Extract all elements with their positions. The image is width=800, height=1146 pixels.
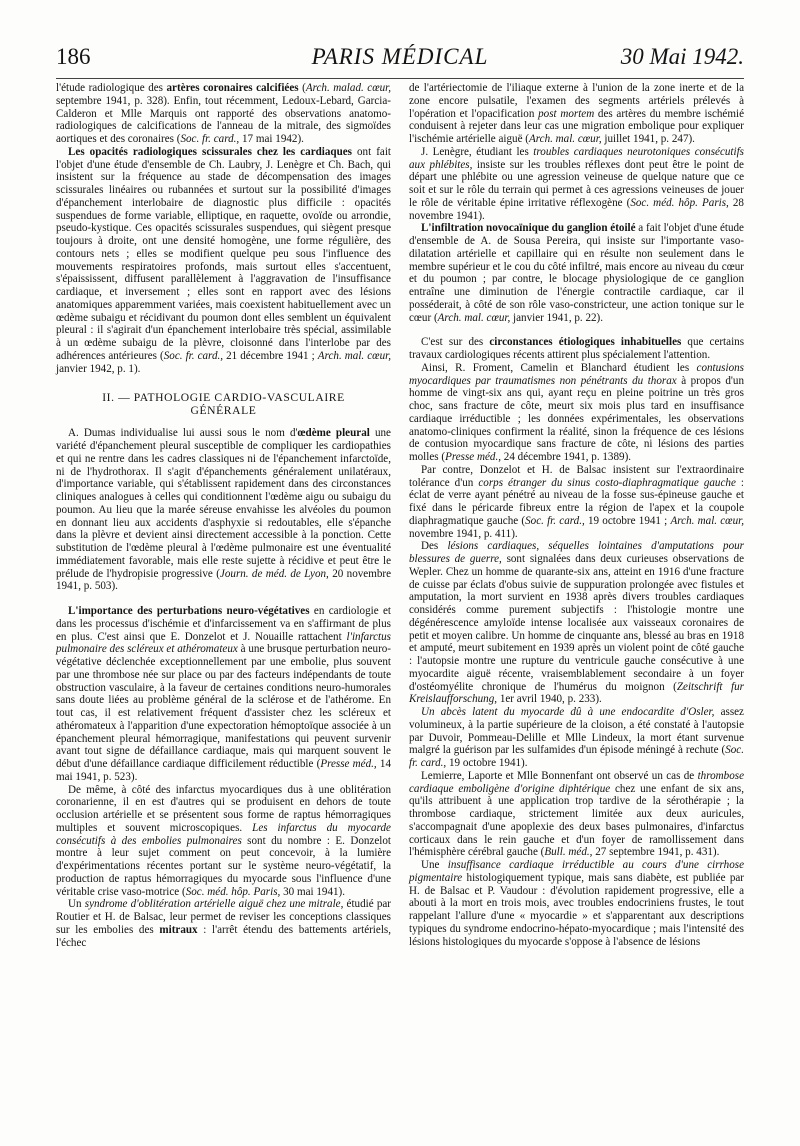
paragraph: Lemierre, Laporte et Mlle Bonnenfant ont observé un cas de thrombose cardiaque emboligène d'origine diphtérique chez une enfant de six ans, qu'ils attribuent à une application trop tardive de la sérothérapie ; la thrombose cardiaque, strictement limitée aux deux auricules, s'accompagnait d'une apoplexie des deux bases pulmonaires, d'infarctus corticaux dans le rein gauche et d'un foyer de ramollissement dans l'hémisphère cérébral gauche (Bull. méd., 27 septembre 1941, p. 431).	[409, 769, 744, 859]
paragraph: de l'artériectomie de l'iliaque externe à l'union de la zone inerte et de la zone encore pulsatile, l'examen des segments artériels prélevés à l'opération et l'opacification post mortem des artères du membre ischémié conduisent à rejeter dans leur cas une migration embolique pour expliquer l'ischémie artérielle aiguë (Arch. mal. cœur, juillet 1941, p. 247).	[409, 82, 744, 145]
left-column	[56, 82, 391, 949]
paragraph: C'est sur des circonstances étiologiques inhabituelles que certains travaux cardiologiques récents attirent plus spécialement l'attention.	[409, 336, 745, 361]
paragraph: J. Lenègre, étudiant les troubles cardiaques neurotoniques consécutifs aux phlébites, insiste sur les troubles réflexes dont peut être le point de départ une phlébite ou une agression veineuse de quelque nature que ce soit et sur le rôle du terrain qui permet à ces agressions veineuses de jouer le rôle de véritable épine irritative réflexogène (Soc. méd. hôp. Paris, 28 novembre 1941).	[409, 145, 744, 222]
paragraph: Des lésions cardiaques, séquelles lointaines d'amputations pour blessures de guerre, sont signalées dans deux curieuses observations de Wepler. Chez un homme de quarante-six ans, atteint en 1916 d'une fracture de cuisse par éclats d'obus suivie de suppuration prolongée avec fistules et amputation, la mort survient en 1938 après divers troubles cardiaques considérés comme purement subjectifs : l'histologie montre une dégénérescence amyloïde intense localisée aux vaisseaux coronaires de petit et moyen calibre. Un homme de cinquante ans, blessé au bras en 1918 et amputé, meurt subitement en 1939 après un violent point de côté gauche : l'autopsie montre une rupture du ventricule gauche consécutive à une myocardite aiguë récente, vraisemblablement secondaire à un foyer d'ostéomyélite chronique de l'humérus du moignon (Zeitschrift fur Kreislaufforschung, 1er avril 1940, p. 233).	[409, 540, 744, 706]
issue-date: 30 Mai 1942.	[620, 44, 744, 69]
paragraph: Les opacités radiologiques scissurales chez les cardiaques ont fait l'objet d'une étude d'ensemble de Ch. Laubry, J. Lenègre et Ch. Bach, qui insistent sur la fréquence au stade de décompensation des images scissurales linéaires ou rubannées et surtout sur la possibilité d'images d'épanchement interlobaire de diagnostic plus difficile : opacités suspendues de forme variable, elliptique, en raquette, ovoïde ou arrondie, pseudo-kystique. Ces opacités scissurales suspendues, qui siègent presque toujours à droite, ont une densité homogène, une forme régulière, des contours nets ; elles se modifient quelque peu sous l'influence des mouvements respiratoires profonds, mais surtout elles s'accentuent, s'épaississent, diffusent parallèlement à l'aggravation de l'insuffisance cardiaque, et inversement ; elles sont en rapport avec des lésions anatomiques apparemment variées, mais coexistent habituellement avec un œdème subaigu et récidivant du poumon dont elles semblent un équivalent pleural : il s'agirait d'un épanchement interlobaire très spécial, assimilable à un œdème subaigu de la plèvre, cloisonné dans l'interlobe par des adhérences antérieures (Soc. fr. card., 21 décembre 1941 ; Arch. mal. cœur, janvier 1942, p. 1).	[56, 145, 391, 375]
paragraph: l'étude radiologique des artères coronaires calcifiées (Arch. malad. cœur, septembre 1941, p. 328). Enfin, tout récemment, Ledoux-Lebard, Garcia-Calderon et Mlle Marquis ont rapporté des observations anatomo-radiologiques de calcifications de l'anneau de la mitrale, des sigmoïdes aortiques et des coronaires (Soc. fr. card., 17 mai 1942).	[56, 82, 392, 145]
paragraph: Un abcès latent du myocarde dû à une endocardite d'Osler, assez volumineux, à la partie supérieure de la cloison, a été constaté à l'autopsie par Duvoir, Pommeau-Delille et Mlle Lindeux, la mort étant survenue malgré la guérison par les sulfamides d'un épisode méningé à rechute (Soc. fr. card., 19 octobre 1941).	[409, 706, 744, 769]
paragraph: L'importance des perturbations neuro-végétatives en cardiologie et dans les processus d'ischémie et d'infarcissement va en s'affirmant de plus en plus. C'est ainsi que E. Donzelot et J. Nouaille rattachent l'infarctus pulmonaire des scléreux et athéromateux à une brusque perturbation neuro-végétative déclenchée exceptionnellement par une embolie, plus souvent par une thrombose née sur place ou par des facteurs indépendants de toute obstruction vasculaire, à la faveur de certaines conditions neuro-humorales sans doute liées au problème général de la sclérose et de l'athérome. En tout cas, il est relativement fréquent d'assister chez les scléreux et athéromateux à l'apparition d'une expectoration hémoptoïque associée à un épanchement pleural hémorragique, manifestations qui peuvent survenir avant tout signe de défaillance cardiaque, mais qui marquent souvent le début d'une défaillance cardiaque difficilement réductible (Presse méd., 14 mai 1941, p. 523).	[56, 605, 392, 783]
page-header	[56, 38, 744, 79]
paragraph: De même, à côté des infarctus myocardiques dus à une oblitération coronarienne, il en est d'autres qui se produisent en dehors de toute occlusion artérielle et se présentent sous forme de raptus hémorragiques multiples et souvent microscopiques. Les infarctus du myocarde consécutifs à des embolies pulmonaires sont du nombre : E. Donzelot montre à leur sujet comment on peut concevoir, à la lumière d'expérimentations récentes portant sur le système neuro-végétatif, la production de raptus hémorragiques du myocarde sous l'influence d'une véritable crise vaso-motrice (Soc. méd. hôp. Paris, 30 mai 1941).	[56, 783, 391, 898]
paragraph: Une insuffisance cardiaque irréductible au cours d'une cirrhose pigmentaire histologiquement typique, mais sans diabète, est publiée par H. de Balsac et P. Vaudour : d'évolution rapidement progressive, elle a abouti à la mort en trois mois, avec troubles endocriniens frustes, le tout rappelant l'allure d'une « myocardie » et s'apparentant aux descriptions typiques du syndrome endocrino-hépato-myocardique ; mais l'intensité des lésions histologiques du myocarde s'oppose à l'absence de lésions	[409, 859, 745, 948]
section-heading: II. — PATHOLOGIE CARDIO-VASCULAIRE GÉNÉRALE	[102, 391, 345, 418]
paragraph: Un syndrome d'oblitération artérielle aiguë chez une mitrale, étudié par Routier et H. de Balsac, leur permet de reviser les conceptions classiques sur les embolies des mitraux : l'arrêt étendu des battements artériels, l'échec	[56, 898, 391, 949]
paragraph: Par contre, Donzelot et H. de Balsac insistent sur l'extraordinaire tolérance d'un corps étranger du sinus costo-diaphragmatique gauche : éclat de verre ayant pénétré au niveau de la fosse sus-épineuse gauche et fixé dans le péricarde fibreux entre la région de l'apex et la coupole diaphragmatique gauche (Soc. fr. card., 19 octobre 1941 ; Arch. mal. cœur, novembre 1941, p. 411).	[409, 463, 744, 540]
paragraph: A. Dumas individualise lui aussi sous le nom d'œdème pleural une variété d'épanchement pleural susceptible de compliquer les cardiopathies et qui ne rentre dans les cadres classiques ni de l'épanchement infarctoïde, ni de l'hydrothorax. Il s'agit d'épanchements généralement unilatéraux, d'importance variable, qui s'établissent rapidement dans des circonstances cliniques analogues à celles qui conditionnent l'œdème aigu ou subaigu du poumon. Au lieu que la marée séreuse envahisse les alvéoles du poumon en donnant lieu aux accidents d'asphyxie si redoutables, elle s'épanche dans la plèvre et devient ainsi directement accessible à la ponction. Cette substitution de l'œdème pleural à l'œdème pulmonaire est une éventualité immédiatement favorable, mais elle reste sujette à récidive et peut être le prélude de l'hydropisie progressive (Journ. de méd. de Lyon, 20 novembre 1941, p. 503).	[56, 427, 392, 593]
page-number: 186	[56, 44, 91, 69]
right-column	[409, 82, 744, 948]
journal-title: PARIS MÉDICAL	[311, 44, 489, 69]
paragraph: L'infiltration novocaïnique du ganglion étoilé a fait l'objet d'une étude d'ensemble de A. de Sousa Pereira, qui insiste sur l'importante vaso-dilatation artérielle et capillaire qui en résulte non seulement dans le membre supérieur et le cou du côté infiltré, mais encore au niveau du cœur et du poumon ; par contre, le blocage physiologique de ce ganglion entraîne une diminution de l'énergie contractile cardiaque, car il posséderait, à côté de son rôle vaso-constricteur, une action tonique sur le cœur (Arch. mal. cœur, janvier 1941, p. 22).	[409, 222, 744, 324]
paragraph: Ainsi, R. Froment, Camelin et Blanchard étudient les contusions myocardiques par traumatismes non pénétrants du thorax à propos d'un homme de vingt-six ans qui, ayant reçu en pleine poitrine un très gros choc, sans fracture de côte, meurt six mois plus tard en insuffisance cardiaque irréductible ; les données expérimentales, les observations anatomo-cliniques confirment la réalité, sinon la fréquence de ces lésions de contusion myocardique sans fracture de côte, ni lésions des parties molles (Presse méd., 24 décembre 1941, p. 1389).	[409, 361, 744, 463]
